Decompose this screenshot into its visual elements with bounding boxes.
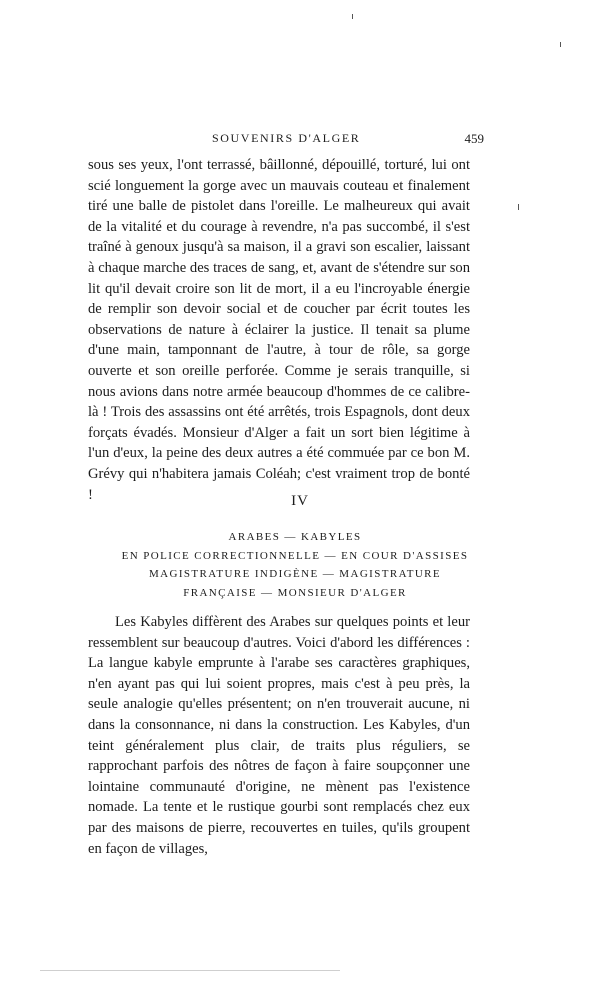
- scan-speck: [352, 14, 353, 19]
- scan-speck: [560, 42, 561, 47]
- section-number: IV: [291, 493, 309, 509]
- section-heading-line: EN POLICE CORRECTIONNELLE — EN COUR D'ASSISES: [121, 549, 469, 562]
- running-title: SOUVENIRS D'ALGER: [212, 131, 361, 145]
- scan-speck: [518, 204, 519, 210]
- section-heading-line: MAGISTRATURE INDIGÈNE — MAGISTRATURE: [148, 568, 442, 581]
- section-heading-line: ARABES — KABYLES: [228, 531, 362, 543]
- scan-edge-line: [40, 970, 340, 971]
- section-heading: [60, 528, 530, 602]
- paragraph-opening: Les Kabyles diffèrent des Arabes sur quelques points et leur ressemblent sur beaucoup d'autres. Voici d'abord les différences : La langue kabyle emprunte à l'arabe ses caractères graphiques, n'en ayant pas qui lui soient propres, mais c'est à peu près, la seule analogie qu'elles présentent; on n'en trouverait aucune, ni dans la consonnance, ni dans la construction. Les Kabyles, d'un teint généralement plus clair, de traits plus réguliers, se rapprochant parfois des nôtres de façon à faire soupçonner une lointaine communauté d'origine, ne mènent pas l'existence nomade. La tente et le rustique gourbi sont remplacés chez eux par des maisons de pierre, recouvertes en tuiles, qu'ils groupent en façon de villages,: [88, 614, 470, 857]
- body-text-top: [88, 155, 470, 505]
- page-number: 459: [464, 131, 484, 146]
- paragraph-continued: sous ses yeux, l'ont terrassé, bâillonné, dépouillé, torturé, lui ont scié longuement la gorge avec un mauvais couteau et finalement tiré une balle de pistolet dans l'oreille. Le malheureux qui avait de la vitalité et du courage à revendre, n'a pas succombé, il s'est traîné à genoux jusqu'à sa maison, il a gravi son escalier, laissant à chaque marche des traces de sang, et, avant de s'étendre sur son lit qu'il devait croire son lit de mort, il a eu l'incroyable énergie de remplir son devoir social et de coucher par écrit toutes les observations de nature à éclairer la justice. Il tenait sa plume d'une main, tamponnant de l'autre, à tour de rôle, sa gorge ouverte et son oreille perforée. Comme je serais tranquille, si nous avions dans notre armée beaucoup d'hommes de ce calibre-là ! Trois des assassins ont été arrêtés, trois Espagnols, dont deux forçats évadés. Monsieur d'Alger a fait un sort bien légitime à l'un d'eux, la peine des deux autres a été commuée par ce bon M. Grévy qui n'habitera jamais Coléah; c'est vraiment trop de bonté !: [88, 157, 470, 503]
- running-head: [120, 131, 490, 149]
- section-heading-line: FRANÇAISE — MONSIEUR D'ALGER: [183, 586, 407, 599]
- body-text-section: [88, 612, 470, 859]
